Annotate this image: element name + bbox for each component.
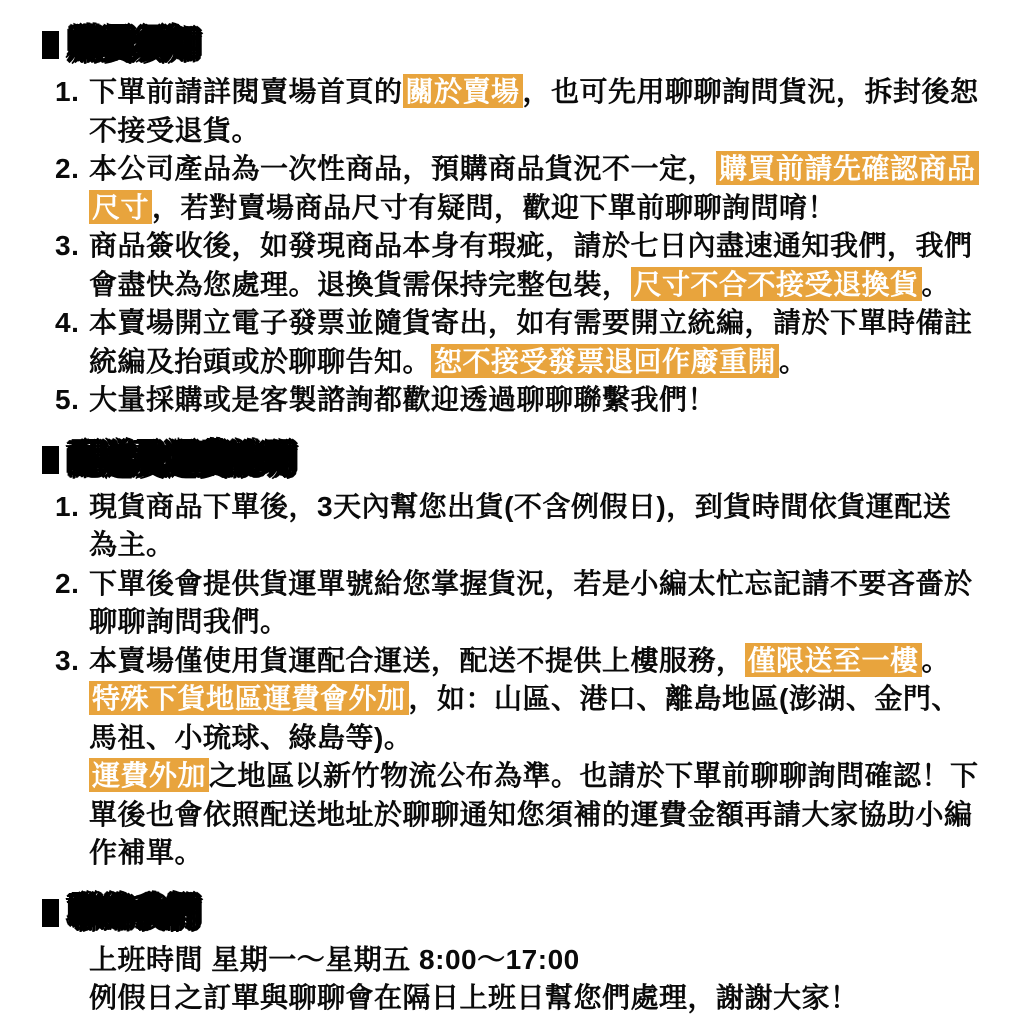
text-run: ，如：山區、港口、離島地區(澎湖、金門、 bbox=[408, 683, 960, 714]
text-run: ，若對賣場商品尺寸有疑問，歡迎下單前聊聊詢問唷！ bbox=[152, 191, 837, 223]
section-title: 配送及運費說明 bbox=[71, 441, 295, 477]
item-number: 3. bbox=[55, 230, 80, 261]
section-items bbox=[42, 941, 990, 1018]
text-run: 會盡快為您處理。退換貨需保持完整包裝， bbox=[89, 268, 631, 300]
text-run: 本賣場僅使用貨運配合運送，配送不提供上樓服務， bbox=[89, 644, 745, 676]
section-header bbox=[42, 439, 990, 481]
highlighted-text: 僅限送至一樓 bbox=[745, 643, 922, 677]
section-items bbox=[42, 73, 990, 420]
item-text bbox=[89, 73, 990, 150]
text-run: 。 bbox=[921, 644, 951, 676]
item-text bbox=[89, 304, 990, 381]
item-number: 4. bbox=[55, 307, 80, 338]
item-number: 5. bbox=[55, 384, 80, 415]
section-shipping-info bbox=[42, 439, 990, 873]
section-purchase-notes bbox=[42, 24, 990, 420]
item-text bbox=[89, 642, 990, 873]
black-square-icon bbox=[42, 899, 59, 927]
highlighted-text: 購買前請先確認商品 bbox=[716, 151, 979, 185]
item-number bbox=[55, 979, 89, 1018]
text-run: 不接受退貨。 bbox=[89, 114, 261, 146]
item-text bbox=[89, 941, 990, 980]
black-square-icon bbox=[42, 446, 59, 474]
section-title: 聯絡我們 bbox=[71, 894, 199, 930]
section-header bbox=[42, 24, 990, 66]
text-run: 作補單。 bbox=[89, 837, 204, 868]
text-run: 統編及抬頭或於聊聊告知。 bbox=[89, 345, 432, 377]
item-text bbox=[89, 381, 990, 420]
list-item bbox=[55, 150, 990, 227]
highlighted-text: 特殊下貨地區運費會外加 bbox=[89, 681, 409, 715]
text-run: 大量採購或是客製諮詢都歡迎透過聊聊聯繫我們！ bbox=[89, 384, 717, 415]
list-item bbox=[55, 941, 990, 980]
highlighted-text: 尺寸不合不接受退換貨 bbox=[631, 267, 922, 301]
item-number bbox=[55, 941, 89, 980]
list-item bbox=[55, 73, 990, 150]
text-run: 。 bbox=[921, 268, 951, 300]
text-run: 本公司產品為一次性商品，預購商品貨況不一定， bbox=[89, 153, 717, 184]
highlighted-text: 尺寸 bbox=[89, 190, 152, 224]
text-run: 單後也會依照配送地址於聊聊通知您須補的運費金額再請大家協助小編 bbox=[89, 798, 973, 830]
item-text bbox=[89, 488, 990, 565]
list-item bbox=[55, 642, 990, 873]
section-header bbox=[42, 892, 990, 934]
text-run: 例假日之訂單與聊聊會在隔日上班日幫您們處理，謝謝大家！ bbox=[89, 982, 859, 1013]
item-number: 3. bbox=[55, 644, 80, 676]
text-run: ，也可先用聊聊詢問貨況，拆封後恕 bbox=[522, 76, 979, 107]
item-number: 1. bbox=[55, 76, 80, 107]
item-text bbox=[89, 150, 990, 227]
text-run: 。 bbox=[779, 345, 808, 377]
section-contact-us bbox=[42, 892, 990, 1018]
text-run: 馬祖、小琉球、綠島等)。 bbox=[89, 721, 413, 753]
list-item bbox=[55, 488, 990, 565]
text-run: 本賣場開立電子發票並隨貨寄出，如有需要開立統編，請於下單時備註 bbox=[89, 307, 973, 338]
list-item bbox=[55, 227, 990, 304]
text-run: 聊聊詢問我們。 bbox=[89, 606, 289, 637]
list-item bbox=[55, 381, 990, 420]
black-square-icon bbox=[42, 31, 59, 59]
section-title: 購買須知 bbox=[71, 27, 199, 62]
highlighted-text: 運費外加 bbox=[89, 758, 209, 792]
text-run: 商品簽收後，如發現商品本身有瑕疵，請於七日內盡速通知我們，我們 bbox=[89, 230, 973, 261]
item-text bbox=[89, 227, 990, 304]
item-text bbox=[89, 979, 990, 1018]
list-item bbox=[55, 565, 990, 642]
text-run: 下單後會提供貨運單號給您掌握貨況，若是小編太忙忘記請不要吝嗇於 bbox=[89, 567, 973, 599]
list-item bbox=[55, 979, 990, 1018]
text-run: 下單前請詳閱賣場首頁的 bbox=[89, 76, 403, 107]
section-items bbox=[42, 488, 990, 873]
text-run: 為主。 bbox=[89, 529, 175, 560]
item-number: 2. bbox=[55, 153, 80, 184]
text-run: 上班時間 星期一～星期五 8:00～17:00 bbox=[89, 943, 580, 975]
text-run: 之地區以新竹物流公布為準。也請於下單前聊聊詢問確認！下 bbox=[209, 760, 979, 791]
list-item bbox=[55, 304, 990, 381]
item-number: 1. bbox=[55, 490, 80, 522]
item-number: 2. bbox=[55, 567, 80, 599]
highlighted-text: 恕不接受發票退回作廢重開 bbox=[431, 344, 779, 378]
item-text bbox=[89, 565, 990, 642]
highlighted-text: 關於賣場 bbox=[403, 74, 523, 108]
text-run: 現貨商品下單後，3天內幫您出貨(不含例假日)，到貨時間依貨運配送 bbox=[89, 490, 952, 522]
